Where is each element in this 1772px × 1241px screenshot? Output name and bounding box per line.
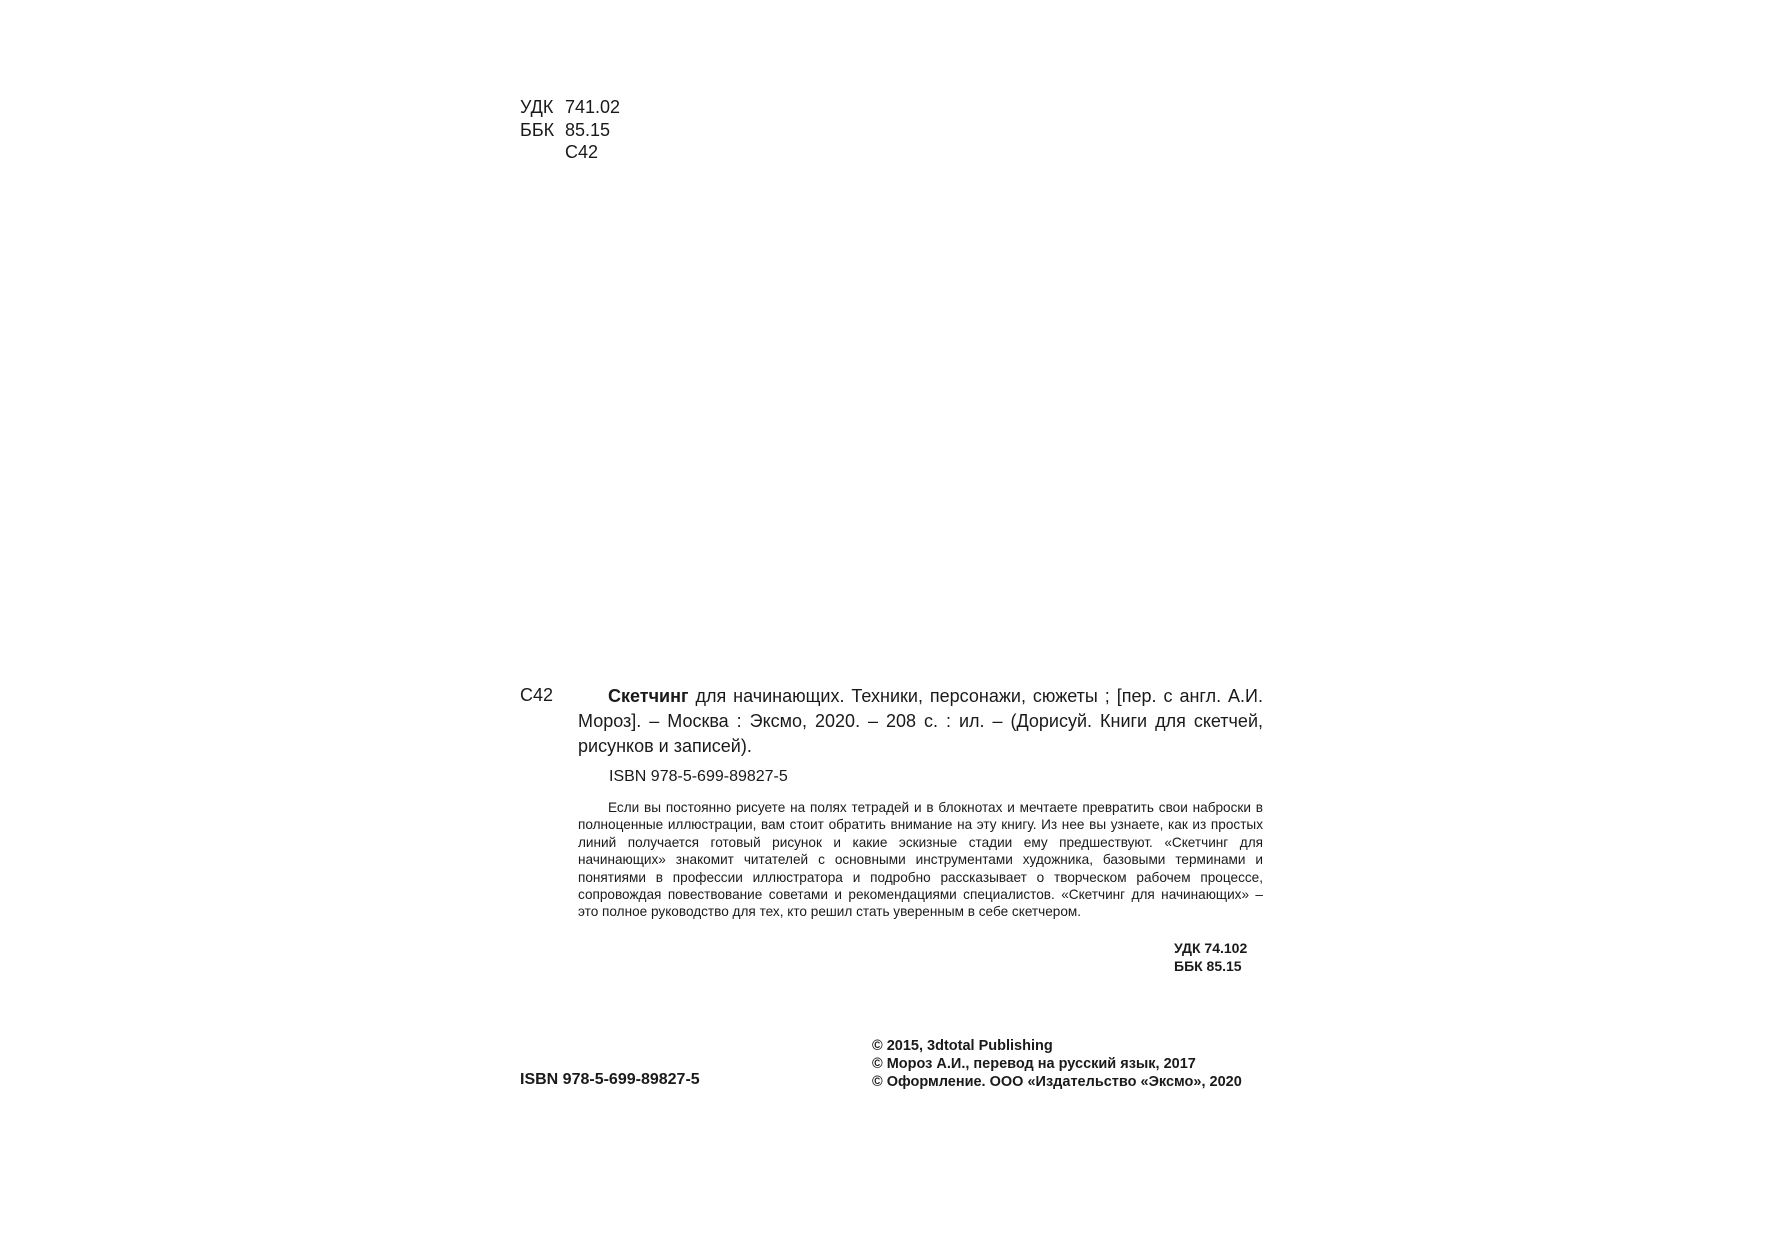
- copyright-line: © Мороз А.И., перевод на русский язык, 2017: [872, 1056, 1196, 1072]
- author-mark-row: [520, 141, 620, 164]
- bbk-bottom: ББК 85.15: [1174, 958, 1242, 974]
- bibliographic-details: для начинающих. Техники, персонажи, сюжеты ; [пер. с англ. А.И. Мороз]. – Москва : Эксмо, 2020. – 208 с. : ил. – (Дорисуй. Книги для скетчей, рисунков и записей).: [578, 686, 1263, 756]
- bbk-row: [520, 119, 620, 142]
- book-title: Скетчинг: [608, 686, 689, 706]
- copyright-line: © Оформление. ООО «Издательство «Эксмо», 2020: [872, 1074, 1242, 1090]
- udk-row: [520, 96, 620, 119]
- annotation-text: Если вы постоянно рисуете на полях тетрадей и в блокнотах и мечтаете превратить свои наброски в полноценные иллюстрации, вам стоит обратить внимание на эту книгу. Из нее вы узнаете, как из простых линий получается готовый рисунок и какие эскизные стадии ему предшествуют. «Скетчинг для начинающих» знакомит читателей с основными инструментами художника, базовыми терминами и понятиями в профессии иллюстратора и подробно рассказывает о творческом рабочем процессе, сопровождая повествование советами и рекомендациями специалистов. «Скетчинг для начинающих» – это полное руководство для тех, кто решил стать уверенным в себе скетчером.: [578, 800, 1263, 920]
- author-mark: С42: [565, 142, 599, 162]
- classification-bottom: [1174, 939, 1247, 975]
- udk-value: 741.02: [565, 97, 621, 117]
- copyright-line: © 2015, 3dtotal Publishing: [872, 1038, 1053, 1054]
- bbk-label: ББК: [520, 119, 555, 140]
- udk-bottom: УДК 74.102: [1174, 940, 1248, 956]
- copyright-block: [872, 1037, 1242, 1091]
- udk-label: УДК: [520, 97, 554, 117]
- bbk-value: 85.15: [565, 119, 611, 140]
- classification-block: [520, 96, 620, 164]
- footer-isbn: ISBN 978-5-699-89827-5: [520, 1071, 700, 1088]
- entry-author-mark: С42: [520, 685, 554, 705]
- entry-isbn: ISBN 978-5-699-89827-5: [609, 768, 788, 785]
- bibliographic-description: [578, 684, 1263, 759]
